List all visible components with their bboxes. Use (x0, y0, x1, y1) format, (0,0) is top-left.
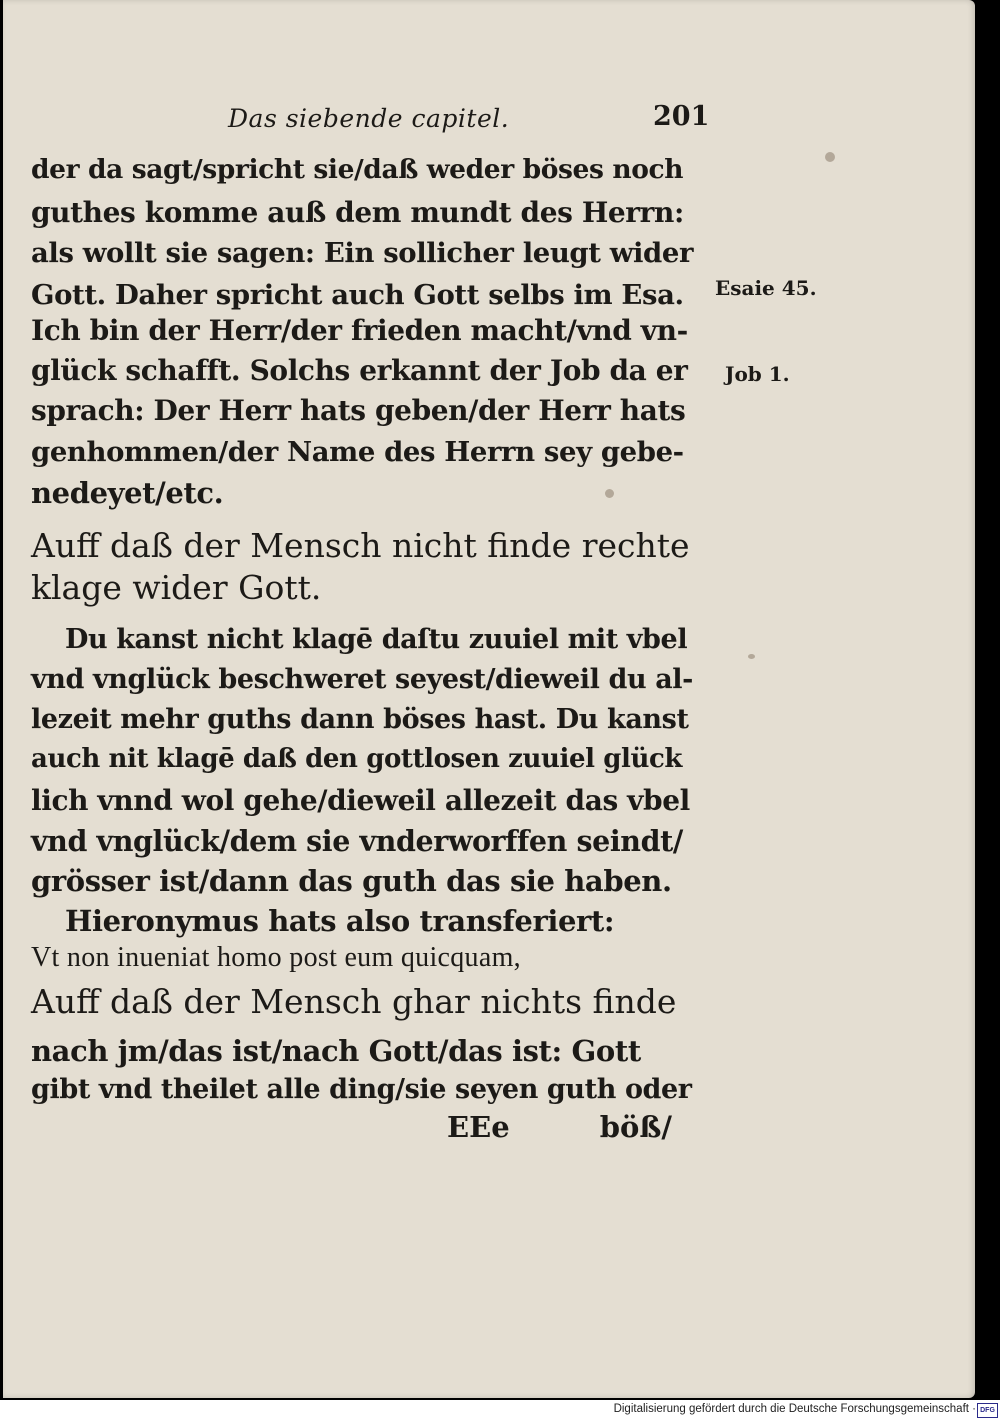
text-line: sprach: Der Herr hats geben/der Herr hats (31, 394, 686, 427)
footer-credit: Digitalisierung gefördert durch die Deutsche Forschungsgemeinschaft · (613, 1403, 976, 1415)
dfg-logo-icon: DFG (977, 1403, 998, 1418)
digitization-footer (0, 1400, 1000, 1420)
text-line: lezeit mehr guths dann böses hast. Du kanst (31, 704, 689, 735)
ink-spot (825, 152, 835, 162)
text-line: auch nit klagē daß den gottlosen zuuiel glück (31, 744, 683, 774)
text-line: Ich bin der Herr/der frieden macht/vnd vn- (31, 314, 688, 347)
book-page (3, 0, 975, 1398)
catchword (447, 1110, 672, 1144)
marginal-note-esaie: Esaie 45. (715, 276, 817, 300)
ink-spot (605, 489, 614, 498)
verse-line: klage wider Gott. (31, 568, 322, 607)
marginal-note-job: Job 1. (725, 362, 790, 386)
text-line: lich vnnd wol gehe/dieweil allezeit das vbel (31, 784, 690, 817)
text-line: als wollt sie sagen: Ein sollicher leugt wider (31, 237, 694, 269)
text-line: glück schafft. Solchs erkannt der Job da er (31, 354, 688, 387)
verse-line: Auff daß der Mensch nicht finde rechte (31, 526, 690, 565)
text-line: vnd vnglück beschweret seyest/dieweil du al- (31, 664, 693, 695)
text-line: nedeyet/etc. (31, 476, 224, 510)
text-line: der da sagt/spricht sie/daß weder böses noch (31, 154, 684, 185)
text-line: genhommen/der Name des Herrn sey gebe- (31, 436, 684, 468)
text-line: gibt vnd theilet alle ding/sie seyen guth oder (31, 1074, 692, 1105)
text-line: vnd vnglück/dem sie vnderworffen seindt/ (31, 824, 683, 858)
page-number: 201 (653, 101, 710, 132)
text-line: Gott. Daher spricht auch Gott selbs im Esa. (31, 279, 684, 311)
verse-line: Auff daß der Mensch ghar nichts finde (31, 982, 677, 1021)
text-line: nach jm/das ist/nach Gott/das ist: Gott (31, 1034, 641, 1068)
text-line: Du kanst nicht klagē daſtu zuuiel mit vbel (65, 624, 688, 655)
catchword-signature: EEe (447, 1110, 510, 1144)
ink-spot (748, 654, 755, 659)
text-line: Hieronymus hats also transferiert: (65, 904, 615, 938)
catchword-word: böß/ (599, 1110, 673, 1144)
latin-line: Vt non inueniat homo post eum quicquam, (31, 942, 521, 973)
text-line: guthes komme auß dem mundt des Herrn: (31, 196, 684, 229)
text-line: grösser ist/dann das guth das sie haben. (31, 864, 672, 898)
running-head: Das siebende capitel. (228, 104, 510, 133)
